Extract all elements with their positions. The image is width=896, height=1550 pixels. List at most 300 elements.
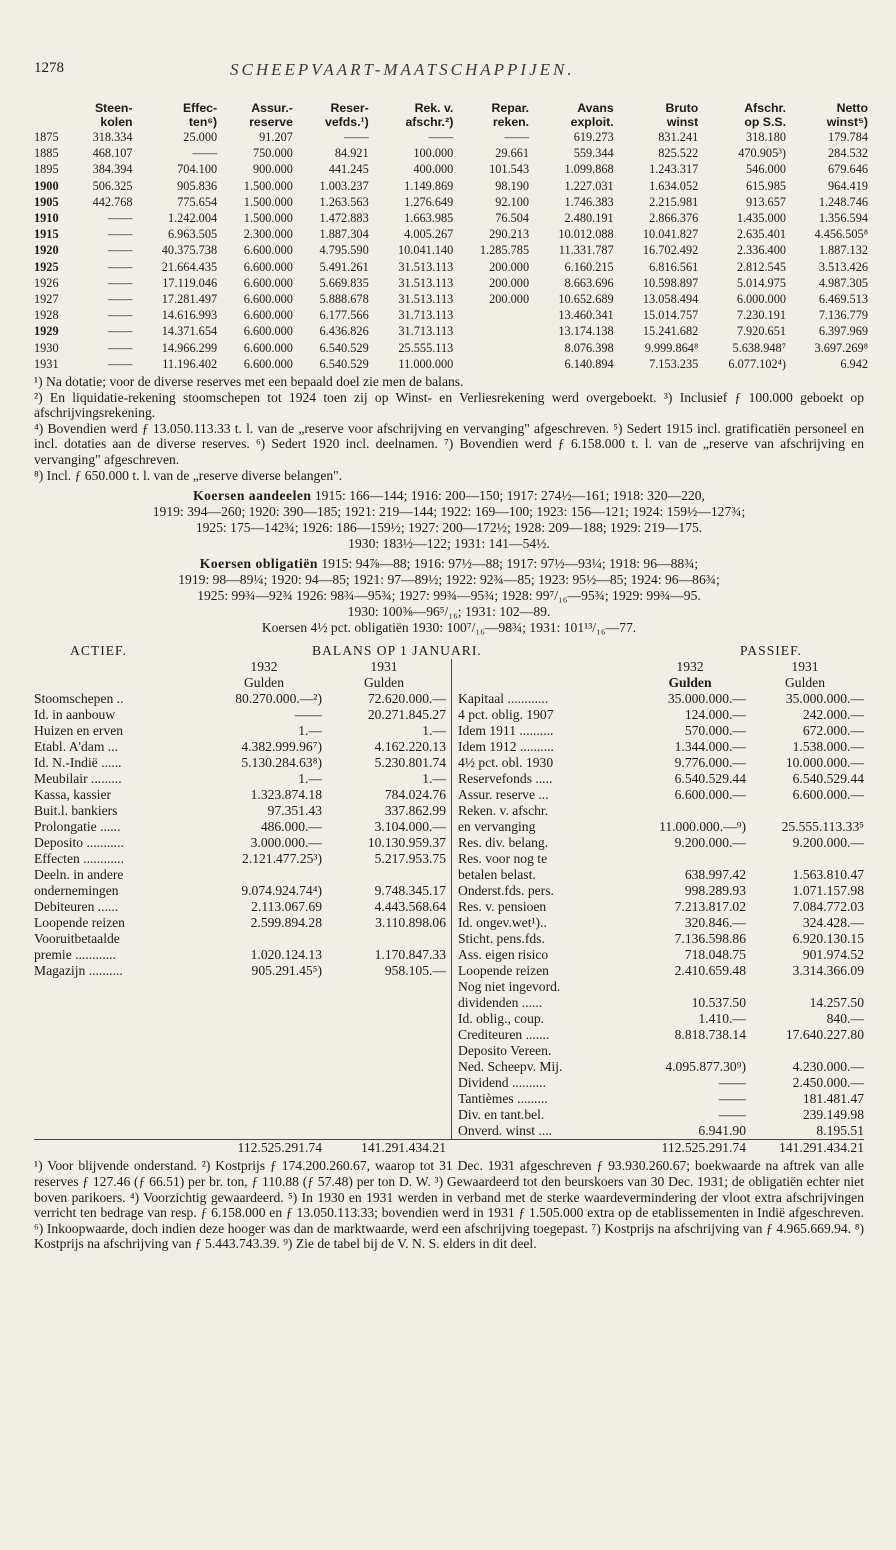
total-passief-1931: 141.291.434.21 [779,1140,864,1156]
actief-row [34,787,451,803]
actief-item-value: 3.110.898.06 [375,915,446,931]
column-header: Netto [836,101,868,115]
column-header: reken. [492,114,530,129]
year-cell: 1920 [34,243,59,258]
footnote: ¹) Voor blijvende onderstand. ²) Kostprijs ƒ 174.200.260.67, waarop tot 31 Dec. 1931 afgeschreven ƒ 93.930.260.67; boekwaarde na aftrek van alle reserves ƒ 127.46 (ƒ 66.51) per br. ton, ƒ 110.88 (ƒ 57.48) per ton D. W. ³) Gewaardeerd tot den beurskoers van 30 Dec. 1931; de obligatiën echter niet boven parikoers. ⁴) Voorzichtig gewaardeerd. ⁵) In 1930 en 1931 werden in verband met de sterke waardevermindering der vloot extra afschrijvingen verricht ten bedrage van resp. ƒ 6.158.000 en ƒ 13.050.113.33; bovendien werd in 1931 ƒ 1.505.000 extra op de etablissementen in Indië afgeschreven. ⁶) Inkoopwaarde, doch indien deze hooger was dan de marktwaarde, werd een afschrijving toegepast. ⁷) Kostprijs na afschrijving van ƒ 4.965.669.94. ⁸) Kostprijs na afschrijving van ƒ 5.443.743.39. ⁹) Zie de tabel bij de V. N. S. elders in dit deel. [34,1158,864,1252]
passief-item-value: 9.776.000.— [674,755,746,771]
passief-item-label: Kapitaal ............ [458,691,549,707]
bond-prices-line: 1915: 94⅞—88; 1916: 97½—88; 1917: 97½—93¼; 1918: 96—88¾; [321,556,699,572]
passief-row [452,931,864,947]
table-cell: 6.177.566 [319,308,369,323]
column-header: reserve [249,114,293,129]
year-cell: 1910 [34,211,59,226]
actief-item-value: 4.162.220.13 [374,739,446,755]
passief-row [452,1059,864,1075]
actief-item-value: 3.000.000.— [250,835,322,851]
table-cell: —— [107,308,133,323]
table-cell: 6.600.000 [243,324,293,339]
year-cell: 1915 [34,227,59,242]
actief-item-value: 1.— [422,771,446,787]
table-cell: 284.532 [828,146,868,161]
actief-row [34,835,451,851]
column-header: Reser- [330,101,369,115]
table-cell: —— [107,356,133,371]
actief-item-label: Prolongatie ...... [34,819,121,835]
table-cell: 6.397.969 [818,324,868,339]
share-prices-label: Koersen aandeelen [193,488,312,504]
table-cell: 13.460.341 [558,308,614,323]
table-cell: 5.669.835 [319,275,369,290]
passief-item-value: 8.195.51 [816,1123,864,1139]
table-cell: 1.435.000 [736,211,786,226]
table-cell: 2.215.981 [649,194,699,209]
passief-item-value: —— [718,1107,746,1123]
passief-item-value: 6.920.130.15 [792,931,864,947]
table-cell: 1.248.746 [818,194,868,209]
table-cell: 6.600.000 [243,308,293,323]
passief-item-value: 6.600.000.— [792,787,864,803]
total-passief-1932: 112.525.291.74 [661,1140,746,1156]
table-cell: 6.436.826 [319,324,369,339]
table-cell: 6.942 [840,356,868,371]
year-cell: 1895 [34,162,59,177]
actief-item-label: Deeln. in andere [34,867,124,883]
year-cell: 1931 [34,356,59,371]
table-cell: 7.136.779 [818,308,868,323]
table-cell: —— [107,340,133,355]
table-cell: 6.140.894 [564,356,614,371]
passief-item-label: 4½ pct. obl. 1930 [458,755,554,771]
actief-item-value: 97.351.43 [267,803,322,819]
table-body [34,129,870,372]
actief-item-value: 1.— [298,771,322,787]
table-cell: 6.816.561 [649,259,699,274]
passief-item-value [634,1043,746,1059]
table-cell: 290.213 [489,227,530,242]
table-cell: 6.540.529 [319,356,369,371]
passief-item-label: Res. div. belang. [458,835,549,851]
currency-label: Gulden [363,675,405,691]
table-cell: 704.100 [177,162,218,177]
table-cell: 2.635.401 [736,227,786,242]
table-cell: 900.000 [252,162,293,177]
share-prices [34,488,864,551]
passief-row [452,883,864,899]
actief-item-label: Vooruitbetaalde [34,931,120,947]
table-cell: —— [107,227,133,242]
table-cell: 6.600.000 [243,275,293,290]
passief-row [452,1043,864,1059]
table-cell: 15.014.757 [642,308,699,323]
table-row [34,226,870,242]
passief-row [452,1027,864,1043]
actief-item-label: ondernemingen [34,883,119,899]
total-actief-1932: 112.525.291.74 [237,1140,322,1156]
actief-item-value: 1.170.847.33 [374,947,446,963]
actief-item-value: 2.599.894.28 [250,915,322,931]
year-cell: 1900 [34,178,59,193]
actief-row [34,707,451,723]
column-header: Bruto [665,101,699,115]
passief-row [452,995,864,1011]
column-header: Afschr. [744,101,786,115]
passief-item-label: Ass. eigen risico [458,947,549,963]
table-cell: 31.513.113 [398,292,454,307]
passief-item-label: betalen belast. [458,867,536,883]
passief-row [452,963,864,979]
table-cell: 2.300.000 [243,227,293,242]
table-cell: 29.661 [495,146,530,161]
passief-item-label: Onderst.fds. pers. [458,883,554,899]
column-header: Avans [577,101,614,115]
actief-row [34,947,451,963]
year-label: 1932 [676,659,704,675]
total-actief-1931: 141.291.434.21 [361,1140,446,1156]
actief-item-value: 3.104.000.— [374,819,446,835]
passief-item-value [746,979,864,995]
passief-item-value: 8.818.738.14 [674,1027,746,1043]
actief-item-value: 2.113.067.69 [251,899,322,915]
actief-item-label: Loopende reizen [34,915,125,931]
running-header [34,56,864,96]
passief-item-label: Crediteuren ....... [458,1027,550,1043]
passief-item-value: 7.213.817.02 [674,899,746,915]
table-cell: 442.768 [92,194,133,209]
actief-item-label: Debiteuren ...... [34,899,119,915]
balance-header [34,643,864,659]
table-cell: 9.999.864⁸ [644,340,699,355]
passief-item-label: Reservefonds ..... [458,771,553,787]
passief-item-label: Tantièmes ......... [458,1091,548,1107]
actief-item-value: 9.748.345.17 [374,883,446,899]
table-row [34,145,870,161]
passief-item-label: Id. oblig., coup. [458,1011,545,1027]
table-cell: 5.638.948⁷ [732,340,786,355]
column-header: winst⁵) [826,114,868,129]
actief-item-value [322,867,446,883]
passief-row [452,787,864,803]
column-header: exploit. [570,114,614,129]
table-cell: 6.600.000 [243,259,293,274]
table-cell: 318.334 [92,130,133,144]
passief-item-value: 239.149.98 [802,1107,864,1123]
table-cell: 200.000 [489,259,530,274]
table-cell: 6.469.513 [818,292,868,307]
table-row [34,178,870,194]
table-cell [455,340,531,356]
footnote: ¹) Na dotatie; voor de diverse reserves met een bepaald doel zie men de balans. [34,374,464,390]
table-cell: 384.394 [92,162,133,177]
table-cell: 1.500.000 [243,194,293,209]
actief-item-label: Meubilair ......... [34,771,122,787]
balance-footnotes [34,1158,864,1252]
table-cell: —— [107,243,133,258]
table-cell: 11.196.402 [162,356,218,371]
table-cell: —— [107,275,133,290]
actief-item-value: —— [294,707,322,723]
table-cell: 1.746.383 [564,194,614,209]
column-header: Assur.- [251,101,293,115]
table-cell: 4.005.267 [404,227,454,242]
table-cell: 775.654 [177,194,218,209]
passief-item-value: 6.540.529.44 [792,771,864,787]
year-cell: 1928 [34,308,59,323]
passief-column [452,659,864,1139]
actief-row [34,739,451,755]
actief-item-value: 2.121.477.25³) [242,851,322,867]
statistics-table [34,102,870,372]
table-cell [455,356,531,372]
year-cell: 1875 [34,130,59,144]
passief-item-value: 1.071.157.98 [792,883,864,899]
share-prices-line: 1930: 183½—122; 1931: 141—54½. [348,535,550,551]
table-cell: 5.491.261 [319,259,369,274]
page [34,56,868,1252]
passief-row [452,691,864,707]
year-header [452,659,864,675]
passief-item-value: —— [718,1075,746,1091]
table-cell: 1.356.594 [818,211,868,226]
table-cell: 468.107 [92,146,133,161]
table-cell: 4.456.505⁸ [814,227,868,242]
table-cell: 13.174.138 [558,324,614,339]
actief-item-value: 5.130.284.63⁸) [241,755,322,771]
year-label: 1931 [791,659,819,675]
table-cell: 4.987.305 [818,275,868,290]
passief-item-value: 718.048.75 [684,947,746,963]
table-cell: 14.371.654 [161,324,218,339]
actief-item-value: 486.000.— [260,819,322,835]
table-row [34,161,870,177]
table-cell: 905.836 [177,178,218,193]
passief-item-value: 1.538.000.— [792,739,864,755]
table-row [34,259,870,275]
passief-row [452,1011,864,1027]
actief-label: ACTIEF. [70,643,127,659]
table-cell: 5.888.678 [319,292,369,307]
passief-item-value: 14.257.50 [809,995,864,1011]
passief-item-value: 10.000.000.— [785,755,864,771]
table-cell: 101.543 [489,162,530,177]
table-cell: 825.522 [658,146,699,161]
actief-item-value: 80.270.000.—²) [235,691,322,707]
passief-item-value: 6.941.90 [698,1123,746,1139]
currency-label: Gulden [668,675,712,691]
currency-header [34,675,451,691]
column-header: Steen- [94,101,133,115]
table-cell: 318.180 [746,130,786,144]
share-prices-line: 1925: 175—142¾; 1926: 186—159½; 1927: 200—172½; 1928: 209—188; 1929: 219—175. [195,519,703,535]
table-cell: 1.276.649 [404,194,454,209]
column-header: afschr.²) [405,114,454,129]
column-header: winst [666,114,699,129]
column-header [34,102,72,116]
actief-row [34,931,451,947]
table-cell: 7.230.191 [736,308,786,323]
actief-row [34,867,451,883]
table-cell: —— [107,292,133,307]
year-cell: 1930 [34,340,59,355]
table-cell: 1.227.031 [564,178,614,193]
table-cell: 10.041.140 [397,243,454,258]
table-cell: 11.331.787 [558,243,614,258]
table-row [34,275,870,291]
table-cell: 506.325 [92,178,133,193]
year-cell: 1905 [34,194,59,209]
actief-item-value [206,867,322,883]
passief-item-value: 4.230.000.— [792,1059,864,1075]
table-cell: 21.664.435 [161,259,218,274]
actief-item-value [206,931,322,947]
passief-item-value: 9.200.000.— [674,835,746,851]
passief-row [452,835,864,851]
passief-row [452,771,864,787]
table-cell: —— [192,146,218,161]
table-cell: 31.513.113 [398,259,454,274]
table-cell: 98.190 [495,178,530,193]
column-header: Rek. v. [414,101,454,115]
table-cell: —— [428,130,454,144]
currency-label: Gulden [784,675,826,691]
passief-item-value: 7.084.772.03 [792,899,864,915]
table-cell: —— [344,130,369,144]
passief-item-value: 17.640.227.80 [785,1027,864,1043]
passief-row [452,1123,864,1139]
currency-header [452,675,864,691]
table-cell: 92.100 [495,194,530,209]
passief-item-label: Onverd. winst .... [458,1123,553,1139]
table-cell: 31.713.113 [398,308,454,323]
table-cell: —— [107,211,133,226]
table-cell: 1.663.985 [404,211,454,226]
table-cell: 1.887.132 [818,243,868,258]
passief-item-value: 998.289.93 [684,883,746,899]
passief-item-value: 25.555.113.33⁵ [781,819,864,835]
actief-item-label: Etabl. A'dam ... [34,739,118,755]
column-header: Effec- [182,101,218,115]
table-cell: 6.540.529 [319,340,369,355]
table-cell: 619.273 [573,130,614,144]
actief-item-value: 1.— [298,723,322,739]
passief-row [452,1091,864,1107]
passief-item-value: 35.000.000.— [785,691,864,707]
table-cell: 5.014.975 [736,275,786,290]
actief-item-value: 4.382.999.96⁷) [241,739,322,755]
table-cell: 1.263.563 [319,194,369,209]
table-cell: 31.513.113 [398,275,454,290]
table-cell: 10.598.897 [642,275,699,290]
currency-label: Gulden [243,675,285,691]
table-row [34,129,870,145]
footnote: ⁴) Bovendien werd ƒ 13.050.113.33 t. l. van de „reserve voor afschrijving en vervanging" afgeschreven. ⁵) Sedert 1915 incl. gratificatiën personeel en incl. dotaties aan de diverse reserves. ⁶) Sedert 1920 incl. deelnamen. ⁷) Bovendien werd ƒ 6.158.000 t. l. van de „reserve van afschrijving en vervanging" afgeschreven. [34,420,864,468]
table-cell: 3.513.426 [818,259,868,274]
actief-item-value: 72.620.000.— [367,691,446,707]
bond-prices-line: 1930: 100⅜—96⁵/₁₆; 1931: 102—89. [347,603,551,619]
actief-item-value: 10.130.959.37 [367,835,446,851]
actief-item-label: Id. N.-Indië ...... [34,755,122,771]
actief-item-value: 1.020.124.13 [250,947,322,963]
column-header: Repar. [491,101,530,115]
table-row [34,323,870,339]
year-cell: 1885 [34,146,59,161]
passief-item-value [746,851,864,867]
actief-item-value: 1.323.874.18 [250,787,322,803]
actief-item-value: 5.230.801.74 [374,755,446,771]
table-row [34,291,870,307]
actief-row [34,771,451,787]
table-cell: 179.784 [828,130,868,144]
actief-item-label: Id. in aanbouw [34,707,116,723]
passief-item-label: Nog niet ingevord. [458,979,561,995]
passief-item-value: 570.000.— [684,723,746,739]
share-prices-line: 1915: 166—144; 1916: 200—150; 1917: 274½—161; 1918: 320—220, [314,488,705,504]
passief-item-value: 324.428.— [802,915,864,931]
table-cell: 11.000.000 [398,356,454,371]
table-row [34,340,870,356]
table-cell: 750.000 [252,146,293,161]
passief-item-label: en vervanging [458,819,536,835]
table-cell: 8.076.398 [564,340,614,355]
table-cell: 615.985 [746,178,786,193]
column-header: op S.S. [744,114,786,129]
table-cell: 1.634.052 [649,178,699,193]
column-header: kolen [100,114,133,129]
table-cell: 10.041.827 [642,227,699,242]
table-cell [455,307,531,323]
balance-sheet [34,643,864,1156]
actief-row [34,819,451,835]
passief-item-value: 11.000.000.—⁹) [659,819,746,835]
table-cell: 1.003.237 [319,178,369,193]
passief-item-label: Idem 1911 .......... [458,723,554,739]
passief-row [452,755,864,771]
passief-item-value: 7.136.598.86 [674,931,746,947]
actief-item-label: Magazijn .......... [34,963,123,979]
table-cell: 964.419 [828,178,868,193]
table-cell: 6.000.000 [736,292,786,307]
passief-item-value: 10.537.50 [691,995,746,1011]
passief-item-value: —— [718,1091,746,1107]
actief-row [34,723,451,739]
passief-item-value: 124.000.— [684,707,746,723]
actief-item-value: 5.217.953.75 [374,851,446,867]
passief-row [452,915,864,931]
passief-item-label: Res. v. pensioen [458,899,547,915]
passief-item-value: 4.095.877.30⁹) [665,1059,746,1075]
actief-item-value: 9.074.924.74⁴) [241,883,322,899]
actief-row [34,851,451,867]
table-cell: 1.500.000 [243,211,293,226]
table-cell: 7.153.235 [649,356,699,371]
actief-item-value: 958.105.— [384,963,446,979]
balance-totals [34,1139,864,1156]
table-cell: 91.207 [259,130,293,144]
passief-row [452,739,864,755]
table-cell: 913.657 [746,194,786,209]
passief-item-label: Res. voor nog te [458,851,548,867]
passief-item-value: 6.600.000.— [674,787,746,803]
table-cell: 13.058.494 [642,292,699,307]
table-header-row [34,116,870,130]
actief-item-label: Kassa, kassier [34,787,112,803]
year-cell: 1927 [34,292,59,307]
table-cell: 831.241 [658,130,699,144]
passief-item-value: 840.— [826,1011,864,1027]
table-cell: 1.887.304 [319,227,369,242]
table-cell: 17.119.046 [162,275,218,290]
passief-item-value: 320.846.— [684,915,746,931]
passief-item-value: 2.450.000.— [792,1075,864,1091]
